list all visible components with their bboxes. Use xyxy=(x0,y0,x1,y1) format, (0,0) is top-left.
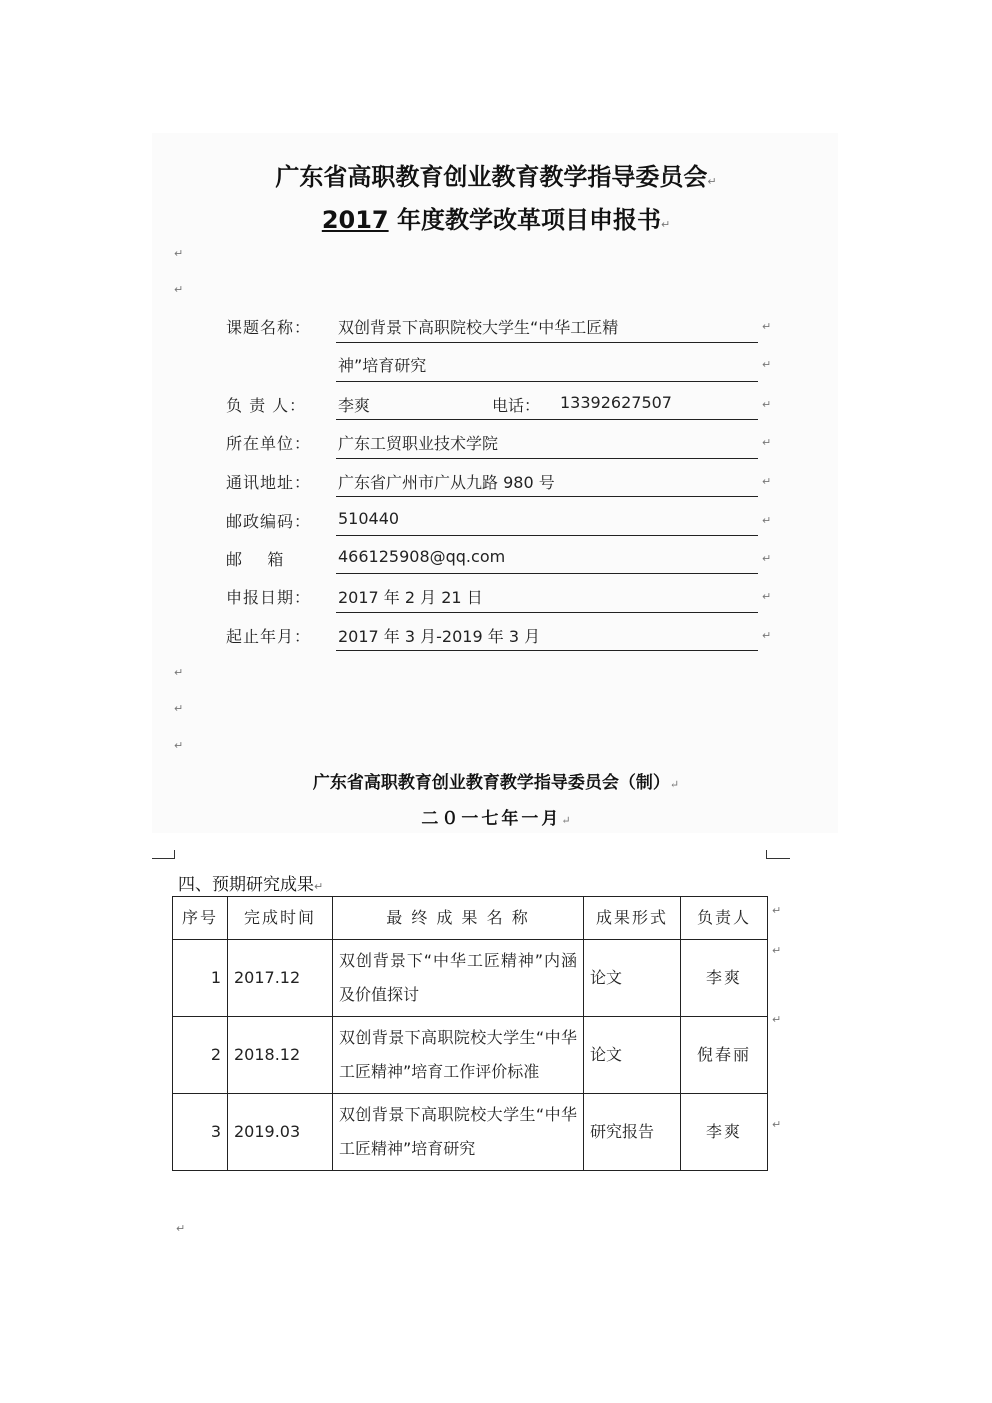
row-owner: 倪春丽 xyxy=(681,1017,768,1094)
field-underline xyxy=(336,496,758,497)
field-underline xyxy=(336,535,758,536)
row-name: 双创背景下高职院校大学生“中华工匠精神”培育工作评价标准 xyxy=(333,1017,584,1094)
crop-mark xyxy=(152,858,174,859)
field-underline xyxy=(336,381,758,382)
row-end-mark: ↵ xyxy=(772,1013,782,1026)
date-label: 申报日期： xyxy=(226,588,312,607)
table-row xyxy=(173,940,768,1017)
cell-mark: ↵ xyxy=(762,358,772,371)
row-name: 双创背景下“中华工匠精神”内涵及价值探讨 xyxy=(333,940,584,1017)
topic-value-line2: 神”培育研究 xyxy=(338,356,427,375)
field-underline xyxy=(336,573,758,574)
leader-label: 负 责 人： xyxy=(226,396,307,415)
email-value: 466125908@qq.com xyxy=(338,547,506,566)
row-end-mark: ↵ xyxy=(772,944,782,957)
cell-mark: ↵ xyxy=(762,552,772,565)
row-time: 2019.03 xyxy=(228,1094,333,1171)
section-title: 四、预期研究成果↵ xyxy=(178,875,324,895)
header-cell: 序号 xyxy=(173,897,228,940)
cell-mark: ↵ xyxy=(762,629,772,642)
crop-mark xyxy=(766,858,790,859)
issue-date: 二０一七年一月↵ xyxy=(421,809,571,829)
row-time: 2017.12 xyxy=(228,940,333,1017)
cell-mark: ↵ xyxy=(762,436,772,449)
field-underline xyxy=(336,612,758,613)
field-underline xyxy=(336,458,758,459)
table-row xyxy=(173,1094,768,1171)
phone-value: 13392627507 xyxy=(560,393,672,412)
table-row xyxy=(173,1017,768,1094)
field-underline xyxy=(336,342,758,343)
issuer: 广东省高职教育创业教育教学指导委员会（制）↵ xyxy=(312,773,680,793)
date-value: 2017 年 2 月 21 日 xyxy=(338,588,483,607)
unit-label: 所在单位： xyxy=(226,434,312,453)
crop-mark xyxy=(766,850,767,859)
title-year: 2017 xyxy=(321,206,389,234)
row-end-mark: ↵ xyxy=(772,904,782,917)
header-cell: 最 终 成 果 名 称 xyxy=(333,897,584,940)
field-underline xyxy=(336,650,758,651)
row-form: 研究报告 xyxy=(584,1094,681,1171)
paragraph-mark: ↵ xyxy=(174,739,184,752)
email-label: 邮 箱 xyxy=(226,550,285,569)
table-header-row xyxy=(173,897,768,940)
row-form: 论文 xyxy=(584,1017,681,1094)
address-label: 通讯地址： xyxy=(226,473,312,492)
paragraph-mark: ↵ xyxy=(174,283,184,296)
cell-mark: ↵ xyxy=(762,514,772,527)
topic-value-line1: 双创背景下高职院校大学生“中华工匠精 xyxy=(338,318,619,337)
leader-value: 李爽 xyxy=(338,396,371,415)
cell-mark: ↵ xyxy=(762,475,772,488)
postcode-label: 邮政编码： xyxy=(226,512,312,531)
field-underline xyxy=(336,419,758,420)
paragraph-mark: ↵ xyxy=(174,247,184,260)
header-cell: 成果形式 xyxy=(584,897,681,940)
row-number: 2 xyxy=(173,1017,228,1094)
row-number: 1 xyxy=(173,940,228,1017)
row-owner: 李爽 xyxy=(681,1094,768,1171)
results-table xyxy=(172,896,768,1171)
document-title-line2: 2017 年度教学改革项目申报书↵ xyxy=(321,206,671,234)
header-cell: 完成时间 xyxy=(228,897,333,940)
topic-label: 课题名称： xyxy=(226,318,312,337)
row-owner: 李爽 xyxy=(681,940,768,1017)
address-value: 广东省广州市广从九路 980 号 xyxy=(338,473,555,492)
row-number: 3 xyxy=(173,1094,228,1171)
cell-mark: ↵ xyxy=(762,590,772,603)
paragraph-mark: ↵ xyxy=(174,666,184,679)
cell-mark: ↵ xyxy=(762,320,772,333)
header-cell: 负责人 xyxy=(681,897,768,940)
phone-label: 电话： xyxy=(492,396,541,415)
crop-mark xyxy=(174,850,175,859)
period-label: 起止年月： xyxy=(226,627,312,646)
document-title-line1: 广东省高职教育创业教育教学指导委员会↵ xyxy=(275,163,717,191)
period-value: 2017 年 3 月-2019 年 3 月 xyxy=(338,627,541,646)
unit-value: 广东工贸职业技术学院 xyxy=(338,434,499,453)
cell-mark: ↵ xyxy=(762,398,772,411)
row-end-mark: ↵ xyxy=(772,1118,782,1131)
row-time: 2018.12 xyxy=(228,1017,333,1094)
postcode-value: 510440 xyxy=(338,509,400,528)
paragraph-mark: ↵ xyxy=(174,702,184,715)
paragraph-mark: ↵ xyxy=(176,1222,186,1235)
row-name: 双创背景下高职院校大学生“中华工匠精神”培育研究 xyxy=(333,1094,584,1171)
row-form: 论文 xyxy=(584,940,681,1017)
